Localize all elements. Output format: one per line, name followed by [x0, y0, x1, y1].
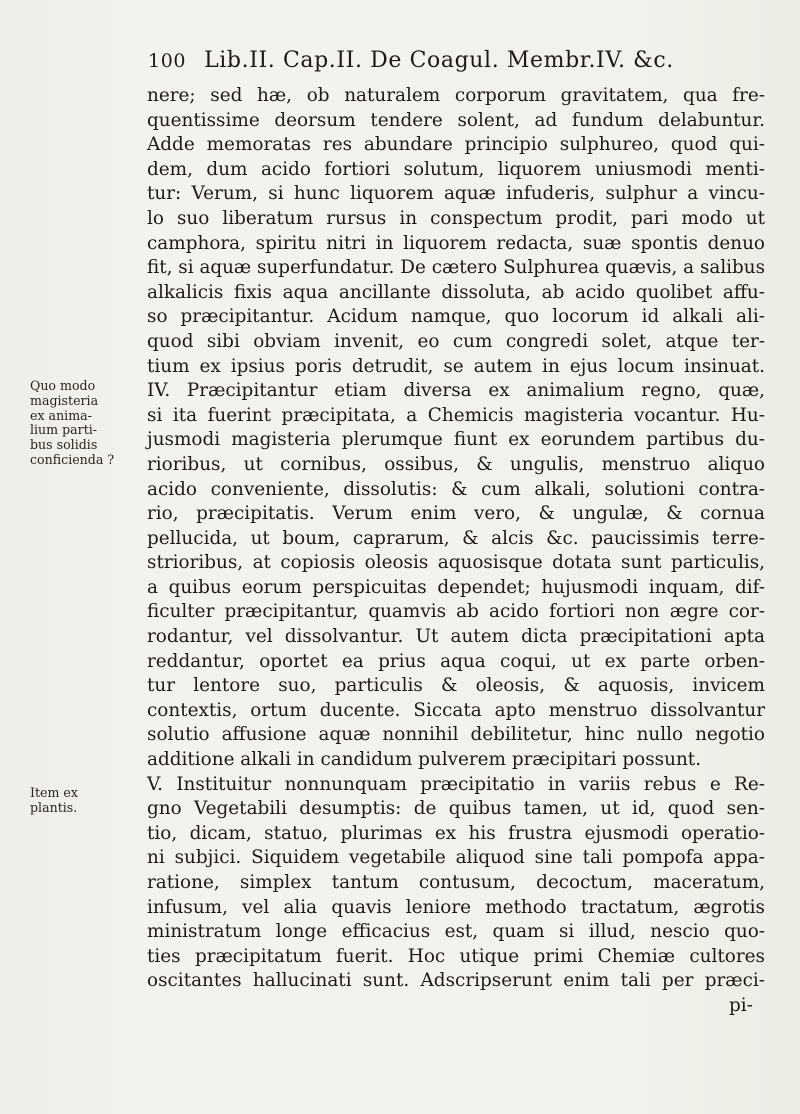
text-line: strioribus, at copiosis oleosis aquosisque dotata sunt particulis, — [147, 552, 765, 574]
text-line: quentissime deorsum tendere solent, ad fundum delabuntur. — [147, 109, 765, 131]
margin-note-line: bus solidis — [30, 437, 98, 453]
catchword: pi- — [729, 994, 753, 1016]
text-line: camphora, spiritu nitri in liquorem redacta, suæ spontis denuo — [147, 232, 765, 254]
margin-note-line: magisteria — [30, 392, 99, 408]
text-line: oscitantes hallucinati sunt. Adscripserunt enim tali per præci- — [147, 970, 765, 992]
body-text — [147, 84, 765, 1019]
text-line: ni subjici. Siquidem vegetabile aliquod sine tali pompofa appa- — [147, 847, 765, 869]
running-title: Lib.II. Cap.II. De Coagul. Membr.IV. &c. — [204, 48, 674, 73]
text-line: so præcipitantur. Acidum namque, quo locorum id alkali ali- — [147, 306, 765, 328]
margin-note-line: plantis. — [30, 799, 78, 815]
text-line: V. Instituitur nonnunquam præcipitatio in variis rebus e Re- — [147, 773, 765, 795]
text-line: reddantur, oportet ea prius aqua coqui, ut ex parte orben- — [147, 650, 765, 672]
text-line: tur lentore suo, particulis & oleosis, & aquosis, invicem — [147, 675, 765, 697]
margin-note-line: ex anima- — [30, 407, 92, 423]
margin-note-plantis — [30, 786, 142, 816]
text-line: rio, præcipitatis. Verum enim vero, & ungulæ, & cornua — [147, 503, 765, 525]
text-line: solutio affusione aquæ nonnihil debilitetur, hinc nullo negotio — [147, 724, 765, 746]
text-line: rodantur, vel dissolvantur. Ut autem dicta præcipitationi apta — [147, 626, 765, 648]
text-line: si ita fuerint præcipitata, a Chemicis magisteria vocantur. Hu- — [147, 404, 765, 426]
text-line: ministratum longe efficacius est, quam si illud, nescio quo- — [147, 921, 765, 943]
text-line: rioribus, ut cornibus, ossibus, & ungulis, menstruo aliquo — [147, 453, 765, 475]
page-number: 100 — [148, 50, 187, 72]
text-line: nere; sed hæ, ob naturalem corporum gravitatem, qua fre- — [147, 85, 765, 106]
margin-note-line: Quo modo — [30, 378, 96, 393]
text-line: Adde memoratas res abundare principio sulphureo, quod qui- — [147, 134, 765, 156]
text-line: ties præcipitatum fuerit. Hoc utique primi Chemiæ cultores — [147, 945, 765, 967]
margin-note-magisteria — [30, 379, 142, 468]
text-line: IV. Præcipitantur etiam diversa ex animalium regno, quæ, — [147, 380, 765, 402]
text-line: tur: Verum, si hunc liquorem aquæ infuderis, sulphur a vincu- — [147, 183, 765, 205]
text-line: infusum, vel alia quavis leniore methodo tractatum, ægrotis — [147, 896, 765, 918]
text-line: ratione, simplex tantum contusum, decoctum, maceratum, — [147, 872, 765, 893]
text-line: dem, dum acido fortiori solutum, liquorem uniusmodi menti- — [147, 158, 765, 180]
text-line: ficulter præcipitantur, quamvis ab acido fortiori non ægre cor- — [147, 601, 765, 623]
running-header — [148, 48, 753, 82]
text-line: acido conveniente, dissolutis: & cum alkali, solutioni contra- — [147, 478, 765, 500]
text-line: contextis, ortum ducente. Siccata apto menstruo dissolvantur — [147, 699, 765, 721]
text-line: alkalicis fixis aqua ancillante dissoluta, ab acido quolibet affu- — [147, 281, 765, 303]
text-line: tium ex ipsius poris detrudit, se autem in ejus locum insinuat. — [147, 355, 765, 377]
text-line: additione alkali in candidum pulverem præcipitari possunt. — [147, 749, 702, 771]
margin-note-line: lium parti- — [30, 422, 98, 438]
text-line: gno Vegetabili desumptis: de quibus tamen, ut id, quod sen- — [147, 798, 765, 820]
text-line: lo suo liberatum rursus in conspectum prodit, pari modo ut — [147, 207, 765, 229]
text-line: fit, si aquæ superfundatur. De cætero Sulphurea quævis, a salibus — [147, 257, 765, 279]
text-line: jusmodi magisteria plerumque fiunt ex eorundem partibus du- — [147, 429, 765, 451]
text-line: pellucida, ut boum, caprarum, & alcis &c. paucissimis terre- — [147, 527, 765, 549]
text-line: a quibus eorum perspicuitas dependet; hujusmodi inquam, dif- — [147, 576, 765, 598]
text-line: quod sibi obviam invenit, eo cum congredi solet, atque ter- — [147, 330, 765, 352]
text-line: tio, dicam, statuo, plurimas ex his frustra ejusmodi operatio- — [147, 822, 765, 844]
margin-note-line: Item ex — [30, 785, 78, 800]
margin-note-line: conficienda ? — [30, 451, 115, 467]
